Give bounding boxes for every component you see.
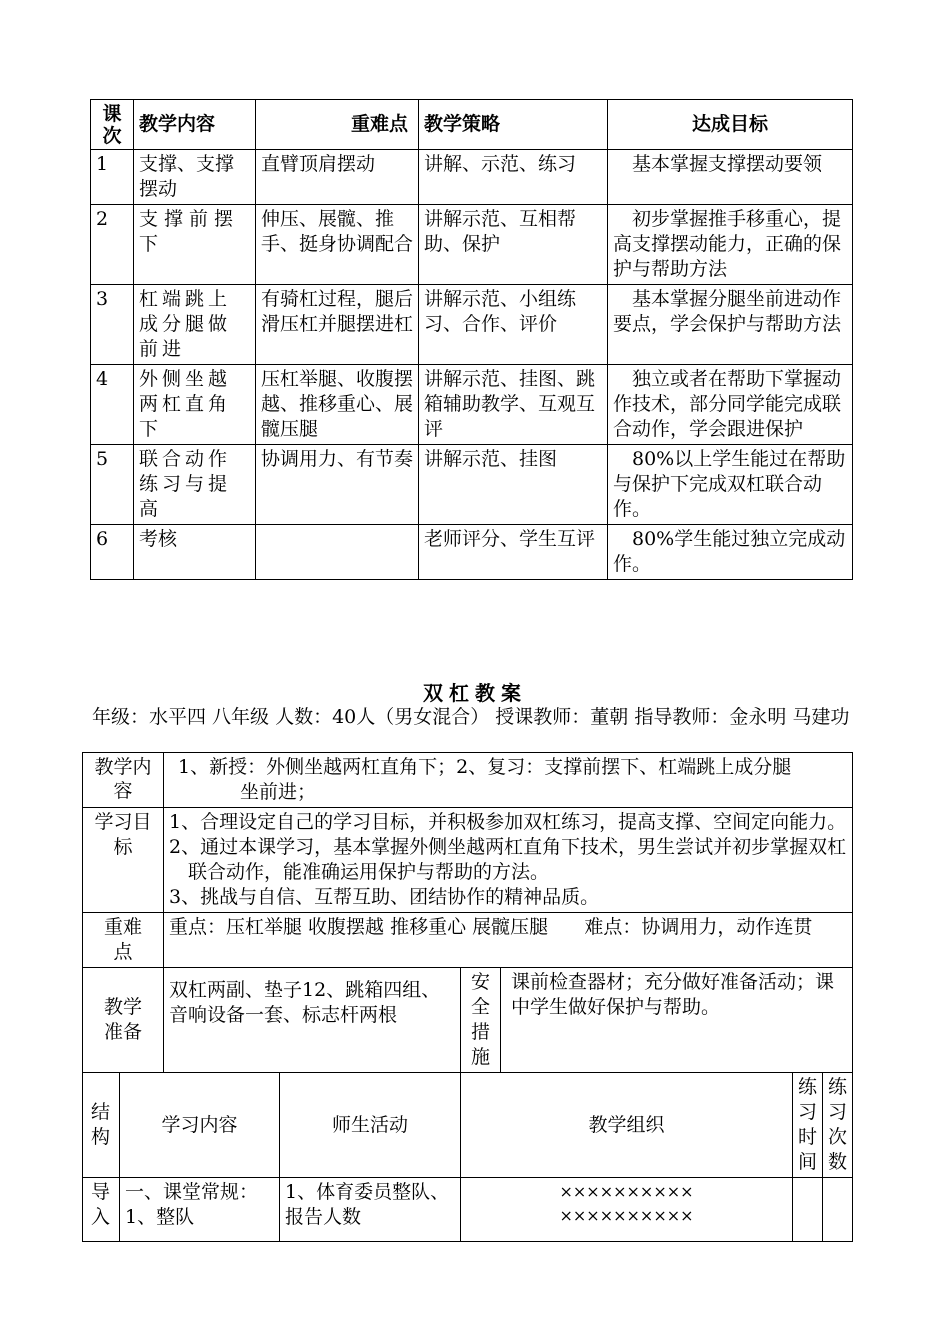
course-plan-table <box>90 99 853 580</box>
lesson-content: 支撑、支撑摆动 <box>134 150 256 205</box>
plan-row <box>91 365 853 445</box>
content-row <box>83 753 853 808</box>
prep-text: 双杠两副、垫子12、跳箱四组、音响设备一套、标志杆两根 <box>164 968 461 1073</box>
header-goal: 达成目标 <box>608 100 853 150</box>
lesson-content: 杠端跳上成分腿做前进 <box>134 285 256 365</box>
lesson-no: 1 <box>91 150 134 205</box>
header-key-points: 重难点 <box>256 100 419 150</box>
process-header-row <box>83 1073 853 1178</box>
process-row <box>83 1178 853 1242</box>
header-structure: 结构 <box>83 1073 120 1178</box>
content-line-2: 坐前进； <box>240 781 317 803</box>
practice-count-cell <box>823 1178 853 1242</box>
plan-row <box>91 525 853 580</box>
safety-label: 安全措施 <box>461 968 501 1073</box>
content-text <box>164 753 853 808</box>
objectives-label: 学习目标 <box>83 808 164 913</box>
organization-cell <box>461 1178 793 1242</box>
plan-row <box>91 285 853 365</box>
lesson-no: 5 <box>91 445 134 525</box>
keypoints-label: 重难点 <box>83 913 164 968</box>
lesson-strategy: 讲解示范、挂图、跳箱辅助教学、互观互评 <box>419 365 608 445</box>
objective-item: 2、通过本课学习，基本掌握外侧坐越两杠直角下技术，男生尝试并初步掌握双杠联合动作，能准确运用保护与帮助的方法。 <box>169 836 847 883</box>
lesson-strategy: 讲解示范、小组练习、合作、评价 <box>419 285 608 365</box>
lesson-goal: 80%以上学生能过在帮助与保护下完成双杠联合动作。 <box>608 445 853 525</box>
lesson-key <box>256 525 419 580</box>
plan-header-row <box>91 100 853 150</box>
lesson-key: 压杠举腿、收腹摆越、推移重心、展髋压腿 <box>256 365 419 445</box>
lesson-strategy: 讲解示范、挂图 <box>419 445 608 525</box>
header-activity: 师生活动 <box>280 1073 461 1178</box>
formation-row-2: ×××××××××× <box>559 1206 694 1225</box>
plan-row <box>91 445 853 525</box>
objectives-row <box>83 808 853 913</box>
lesson-goal: 初步掌握推手移重心，提高支撑摆动能力，正确的保护与帮助方法 <box>608 205 853 285</box>
content-line-1: 1、新授：外侧坐越两杠直角下；2、复习：支撑前摆下、杠端跳上成分腿 <box>178 756 792 778</box>
lesson-key: 协调用力、有节奏 <box>256 445 419 525</box>
keypoints-row <box>83 913 853 968</box>
objective-item: 1、合理设定自己的学习目标，并积极参加双杠练习，提高支撑、空间定向能力。 <box>169 811 847 833</box>
lesson-plan-table <box>82 752 853 1242</box>
lesson-no: 3 <box>91 285 134 365</box>
header-lesson-no: 课次 <box>91 100 134 150</box>
lesson-no: 6 <box>91 525 134 580</box>
lesson-info-line: 年级：水平四 八年级 人数：40人（男女混合） 授课教师：董朝 指导教师：金永明 马建功 <box>92 706 850 728</box>
lesson-goal: 基本掌握分腿坐前进动作要点，学会保护与帮助方法 <box>608 285 853 365</box>
objectives-text <box>164 808 853 913</box>
header-content: 教学内容 <box>134 100 256 150</box>
prep-label: 教学准备 <box>83 968 164 1073</box>
header-organization: 教学组织 <box>461 1073 793 1178</box>
header-practice-count: 练习次数 <box>823 1073 853 1178</box>
lesson-content: 外侧坐越两杠直角下 <box>134 365 256 445</box>
header-learning-content: 学习内容 <box>120 1073 280 1178</box>
lesson-strategy: 讲解示范、互相帮助、保护 <box>419 205 608 285</box>
lesson-key: 直臂顶肩摆动 <box>256 150 419 205</box>
structure-cell: 导入 <box>83 1178 120 1242</box>
lesson-goal: 80%学生能过独立完成动作。 <box>608 525 853 580</box>
lesson-strategy: 讲解、示范、练习 <box>419 150 608 205</box>
formation-row-1: ×××××××××× <box>559 1182 694 1201</box>
plan-row <box>91 150 853 205</box>
objective-item: 3、挑战与自信、互帮互助、团结协作的精神品质。 <box>169 886 600 908</box>
lesson-no: 2 <box>91 205 134 285</box>
practice-time-cell <box>793 1178 823 1242</box>
keypoints-text: 重点：压杠举腿 收腹摆越 推移重心 展髋压腿 难点：协调用力，动作连贯 <box>164 913 853 968</box>
lesson-content: 支撑前摆下 <box>134 205 256 285</box>
lesson-key: 有骑杠过程，腿后滑压杠并腿摆进杠 <box>256 285 419 365</box>
plan-row <box>91 205 853 285</box>
lesson-key: 伸压、展髋、推手、挺身协调配合 <box>256 205 419 285</box>
prep-row <box>83 968 853 1073</box>
lesson-goal: 独立或者在帮助下掌握动作技术，部分同学能完成联合动作，学会跟进保护 <box>608 365 853 445</box>
lesson-title: 双杠教案 <box>423 681 527 705</box>
activity-cell: 1、体育委员整队、报告人数 <box>280 1178 461 1242</box>
content-label: 教学内容 <box>83 753 164 808</box>
lesson-goal: 基本掌握支撑摆动要领 <box>608 150 853 205</box>
safety-text: 课前检查器材；充分做好准备活动；课中学生做好保护与帮助。 <box>501 968 853 1073</box>
header-practice-time: 练习时间 <box>793 1073 823 1178</box>
lesson-no: 4 <box>91 365 134 445</box>
lesson-content: 考核 <box>134 525 256 580</box>
learning-content-cell: 一、课堂常规：1、整队 <box>120 1178 280 1242</box>
lesson-content: 联合动作练习与提高 <box>134 445 256 525</box>
lesson-strategy: 老师评分、学生互评 <box>419 525 608 580</box>
header-strategy: 教学策略 <box>419 100 608 150</box>
